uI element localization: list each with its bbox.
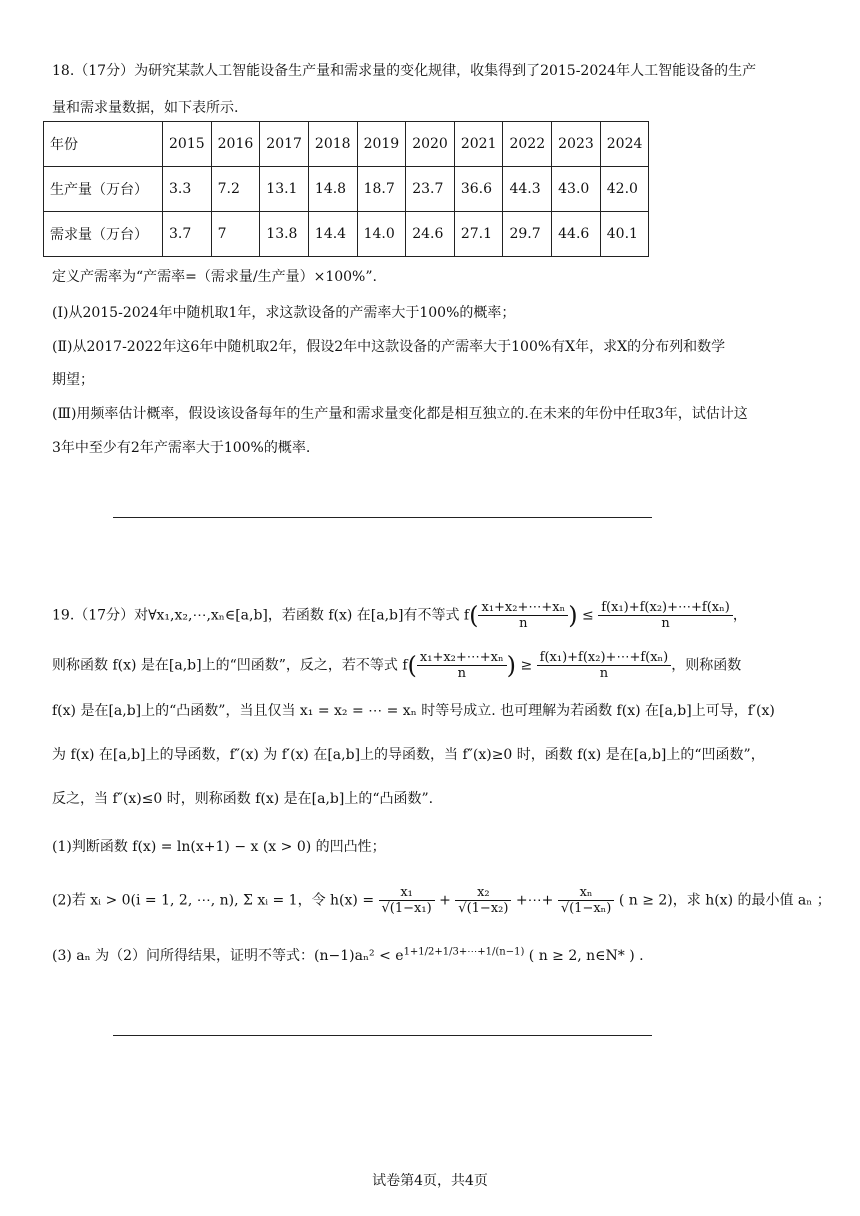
q19-line2-tail: ，则称函数 — [671, 657, 742, 674]
table-cell: 2022 — [503, 122, 552, 167]
q18-part3-line2: 3年中至少有2年产需率大于100%的概率. — [52, 440, 311, 456]
table-row — [44, 212, 649, 257]
q19-part3 — [52, 945, 644, 965]
q18-data-table — [43, 121, 649, 257]
q18-intro-line2: 量和需求量数据，如下表所示. — [52, 100, 239, 116]
q18-part3-line1: (Ⅲ)用频率估计概率，假设该设备每年的生产量和需求量变化都是相互独立的.在未来的年份中任取3年，试估计这 — [52, 406, 748, 422]
table-cell: 14.0 — [357, 212, 406, 257]
table-cell: 44.3 — [503, 167, 552, 212]
mean-fraction — [417, 650, 507, 681]
table-cell: 18.7 — [357, 167, 406, 212]
q19-line1-text: 19.（17分）对∀x₁,x₂,⋯,xₙ∈[a,b]，若函数 f(x) 在[a,b]有不等式 f — [52, 607, 470, 624]
table-cell: 2019 — [357, 122, 406, 167]
mean-fraction-denominator: n — [457, 666, 466, 681]
table-cell: 2023 — [552, 122, 601, 167]
table-cell: 13.8 — [260, 212, 309, 257]
avg-f-numerator: f(x₁)+f(x₂)+⋯+f(xₙ) — [537, 650, 672, 666]
le-sign: ≤ — [582, 607, 594, 624]
table-cell: 29.7 — [503, 212, 552, 257]
table-cell: 24.6 — [406, 212, 455, 257]
ge-sign: ≥ — [520, 657, 533, 674]
q19-line5: 反之，当 f″(x)≤0 时，则称函数 f(x) 是在[a,b]上的“凸函数”. — [52, 791, 434, 807]
table-cell: 36.6 — [454, 167, 503, 212]
h-term1 — [379, 885, 435, 916]
table-row — [44, 167, 649, 212]
answer-divider — [113, 1035, 652, 1036]
table-cell: 13.1 — [260, 167, 309, 212]
h-termn-denominator: √(1−xₙ) — [560, 901, 612, 916]
table-cell: 27.1 — [454, 212, 503, 257]
table-cell: 2021 — [454, 122, 503, 167]
table-header-row — [44, 122, 649, 167]
table-cell: 23.7 — [406, 167, 455, 212]
table-cell: 44.6 — [552, 212, 601, 257]
q18-definition: 定义产需率为“产需率=（需求量/生产量）×100%”. — [52, 269, 377, 285]
q18-part2-line1: (Ⅱ)从2017-2022年这6年中随机取2年，假设2年中这款设备的产需率大于100%有X年，求X的分布列和数学 — [52, 339, 726, 355]
table-cell: 14.8 — [308, 167, 357, 212]
q18-intro-line1: 18.（17分）为研究某款人工智能设备生产量和需求量的变化规律，收集得到了2015-2024年人工智能设备的生产 — [52, 63, 757, 79]
table-cell: 需求量（万台） — [44, 212, 163, 257]
avg-f-denominator: n — [661, 616, 670, 631]
table-cell: 3.7 — [163, 212, 212, 257]
table-cell: 年份 — [44, 122, 163, 167]
table-cell: 3.3 — [163, 167, 212, 212]
h-term1-numerator: x₁ — [379, 885, 435, 901]
h-term2 — [455, 885, 511, 916]
mean-fraction-denominator: n — [519, 616, 528, 631]
paren-open: ( — [407, 651, 417, 680]
h-termn-numerator: xₙ — [558, 885, 615, 901]
exponent: 1+1/2+1/3+⋯+1/(n−1) — [403, 946, 525, 958]
mean-fraction-numerator: x₁+x₂+⋯+xₙ — [417, 650, 507, 666]
q19-line1: 19.（17分）对∀x₁,x₂,⋯,xₙ∈[a,b]，若函数 f(x) 在[a,b]有不等式 f( $\frac{\text{x₁+x₂+⋯+xₙ}}{n}$ ) ≤ $\frac{\text{f(x₁)+f(x₂)+⋯+f(xₙ)}}{n}$ ， — [52, 600, 747, 631]
h-term2-denominator: √(1−x₂) — [458, 901, 509, 916]
h-term2-numerator: x₂ — [455, 885, 511, 901]
table-cell: 42.0 — [600, 167, 649, 212]
mean-fraction — [478, 600, 568, 631]
h-term1-denominator: √(1−x₁) — [381, 901, 432, 916]
q19-part3-tail: ( n ≥ 2, n∈N* ) . — [528, 948, 644, 964]
q19-line2 — [52, 650, 741, 681]
avg-f-fraction — [537, 650, 672, 681]
paren-close: ) — [568, 601, 578, 630]
paren-open: ( — [469, 601, 479, 630]
avg-f-numerator: f(x₁)+f(x₂)+⋯+f(xₙ) — [598, 600, 733, 616]
table-cell: 2015 — [163, 122, 212, 167]
h-termn — [558, 885, 615, 916]
answer-divider — [113, 517, 652, 518]
table-cell: 7.2 — [211, 167, 260, 212]
table-cell: 2017 — [260, 122, 309, 167]
q19-line4: 为 f(x) 在[a,b]上的导函数，f″(x) 为 f′(x) 在[a,b]上的导函数，当 f″(x)≥0 时，函数 f(x) 是在[a,b]上的“凹函数”， — [52, 747, 765, 763]
table-cell: 43.0 — [552, 167, 601, 212]
q18-part2-line2: 期望； — [52, 372, 94, 388]
table-cell: 40.1 — [600, 212, 649, 257]
page-footer: 试卷第4页，共4页 — [372, 1173, 488, 1189]
table-cell: 2020 — [406, 122, 455, 167]
q18-part1: (Ⅰ)从2015-2024年中随机取1年，求这款设备的产需率大于100%的概率； — [52, 305, 516, 321]
avg-f-denominator: n — [599, 666, 609, 681]
q19-part1: (1)判断函数 f(x) = ln(x+1) − x (x > 0) 的凹凸性； — [52, 839, 386, 855]
mean-fraction-numerator: x₁+x₂+⋯+xₙ — [478, 600, 568, 616]
table-cell: 2024 — [600, 122, 649, 167]
table-cell: 生产量（万台） — [44, 167, 163, 212]
avg-f-fraction — [598, 600, 733, 631]
table-cell: 2016 — [211, 122, 260, 167]
q19-part2-text: (2)若 xᵢ > 0(i = 1, 2, ⋯, n), Σ xᵢ = 1，令 h(x) = — [52, 892, 375, 909]
table-cell: 14.4 — [308, 212, 357, 257]
q19-part3-text: (3) aₙ 为（2）问所得结果，证明不等式：(n−1)aₙ² < e — [52, 948, 404, 964]
q19-part2: (2)若 xᵢ > 0(i = 1, 2, ⋯, n), Σ xᵢ = 1，令 h(x) = $\frac{\text{x₁}}{\text{√(1−x₁)}}$ + $\frac{\text{x₂}}{\text{√(1−x₂)}}$ +⋯+ $\frac{\text{xₙ}}{\text{√(1−xₙ)}}$ ( n ≥ 2)，求 h(x) 的最小值 aₙ ； — [52, 885, 831, 916]
table-cell: 2018 — [308, 122, 357, 167]
table-cell: 7 — [211, 212, 260, 257]
q19-part2-tail: ( n ≥ 2)，求 h(x) 的最小值 aₙ ； — [618, 892, 831, 909]
q19-line2-text: 则称函数 f(x) 是在[a,b]上的“凹函数”，反之，若不等式 f — [52, 657, 408, 674]
paren-close: ) — [506, 651, 517, 680]
q19-line3: f(x) 是在[a,b]上的“凸函数”，当且仅当 x₁ = x₂ = ⋯ = xₙ 时等号成立. 也可理解为若函数 f(x) 在[a,b]上可导，f′(x) — [52, 703, 775, 719]
